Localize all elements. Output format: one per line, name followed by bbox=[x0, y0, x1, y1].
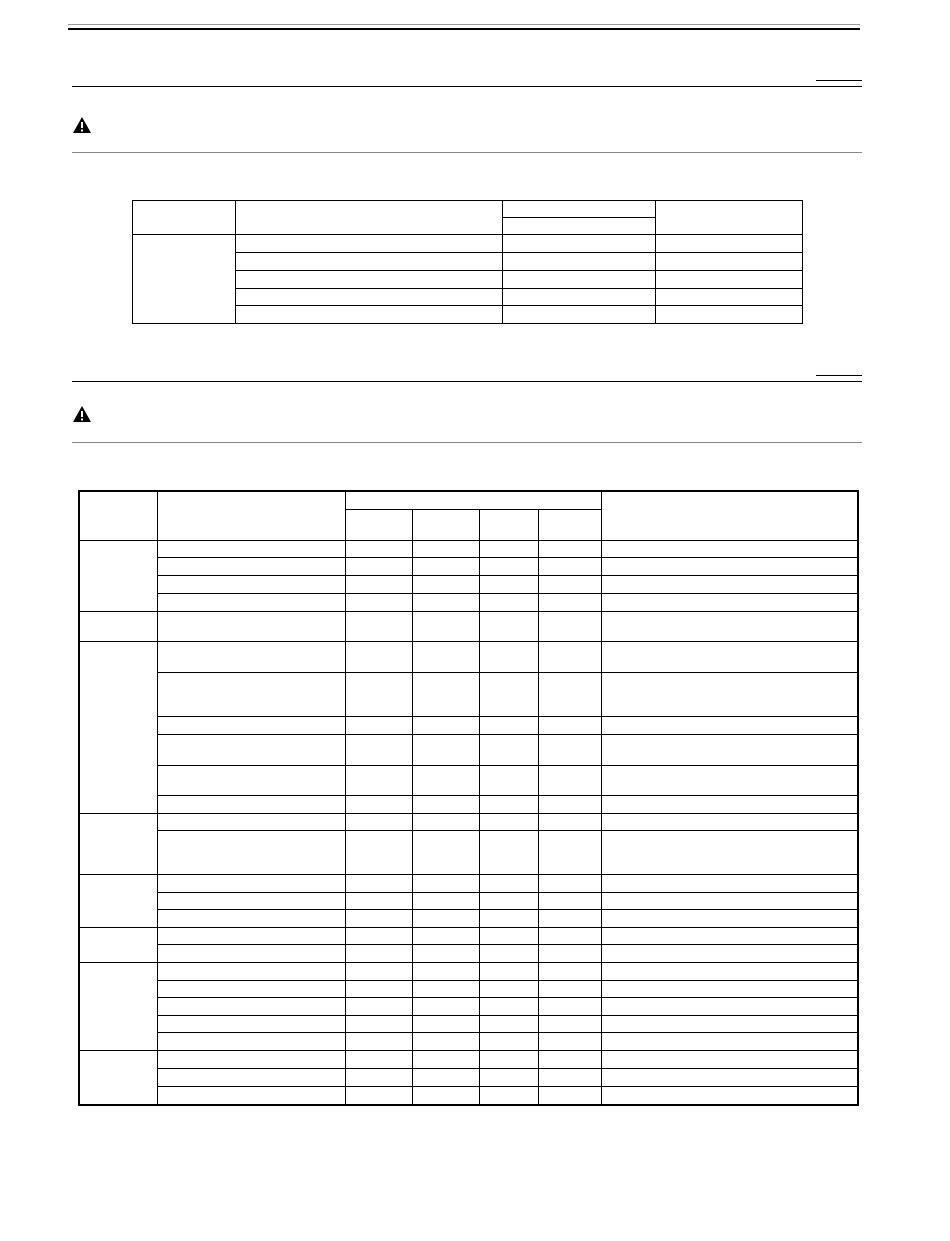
table-cell bbox=[236, 235, 502, 253]
table-cell bbox=[412, 1032, 479, 1050]
table-cell bbox=[538, 1032, 601, 1050]
table-row bbox=[133, 201, 803, 218]
table-row bbox=[79, 540, 858, 557]
table-row bbox=[79, 716, 858, 734]
table-cell bbox=[157, 927, 345, 944]
table-cell bbox=[157, 611, 345, 641]
table-cell bbox=[412, 892, 479, 909]
table-cell bbox=[236, 306, 502, 324]
table-cell bbox=[538, 716, 601, 734]
table-cell bbox=[345, 641, 412, 672]
table-cell bbox=[601, 909, 858, 927]
table-cell bbox=[538, 557, 601, 575]
table-cell bbox=[502, 201, 655, 218]
table-cell bbox=[345, 1015, 412, 1032]
table-row bbox=[79, 765, 858, 795]
header-rule-thick bbox=[68, 28, 860, 30]
table-row bbox=[79, 980, 858, 997]
table-cell bbox=[479, 909, 538, 927]
table-cell bbox=[345, 927, 412, 944]
table-cell bbox=[157, 593, 345, 611]
table-cell bbox=[412, 611, 479, 641]
table-cell bbox=[345, 892, 412, 909]
table-cell bbox=[538, 672, 601, 716]
table-cell bbox=[655, 289, 802, 306]
table-cell bbox=[157, 874, 345, 892]
table-cell bbox=[157, 1050, 345, 1068]
table-cell bbox=[538, 813, 601, 830]
table-cell bbox=[412, 1068, 479, 1086]
table-cell bbox=[236, 253, 502, 271]
table-cell bbox=[412, 575, 479, 593]
table-cell bbox=[157, 575, 345, 593]
table-cell bbox=[601, 830, 858, 874]
table-cell bbox=[479, 1015, 538, 1032]
table-cell bbox=[538, 795, 601, 813]
table-cell bbox=[79, 1050, 157, 1105]
table-header-row bbox=[79, 491, 858, 509]
table-cell bbox=[412, 813, 479, 830]
table-cell bbox=[538, 909, 601, 927]
table-cell bbox=[538, 540, 601, 557]
table-cell bbox=[412, 997, 479, 1015]
table-row bbox=[79, 734, 858, 765]
table-cell bbox=[412, 944, 479, 962]
table-cell bbox=[479, 830, 538, 874]
table-cell bbox=[157, 1086, 345, 1105]
table-cell bbox=[502, 271, 655, 289]
table-cell bbox=[79, 491, 157, 540]
table-row bbox=[79, 813, 858, 830]
table-cell bbox=[601, 874, 858, 892]
table-cell bbox=[345, 795, 412, 813]
section-2-rule bbox=[72, 381, 862, 382]
table-cell bbox=[601, 1050, 858, 1068]
table-cell bbox=[538, 962, 601, 980]
table-cell bbox=[157, 892, 345, 909]
table-row bbox=[79, 892, 858, 909]
warning-triangle-icon bbox=[72, 405, 92, 423]
table-cell bbox=[412, 716, 479, 734]
table-cell bbox=[345, 830, 412, 874]
table-row bbox=[79, 575, 858, 593]
table-cell bbox=[538, 980, 601, 997]
table-cell bbox=[479, 575, 538, 593]
table-row bbox=[79, 909, 858, 927]
table-cell bbox=[412, 909, 479, 927]
table-cell bbox=[538, 765, 601, 795]
table-cell bbox=[479, 765, 538, 795]
table-cell bbox=[601, 813, 858, 830]
table-cell bbox=[601, 641, 858, 672]
table-cell bbox=[345, 557, 412, 575]
table-cell bbox=[236, 201, 502, 235]
table-cell bbox=[601, 575, 858, 593]
table-cell bbox=[79, 874, 157, 927]
caution-1-bottom-rule bbox=[72, 152, 862, 153]
table-cell bbox=[236, 271, 502, 289]
table-cell bbox=[345, 813, 412, 830]
table-cell bbox=[345, 491, 601, 509]
table-cell bbox=[157, 813, 345, 830]
table-cell bbox=[157, 540, 345, 557]
table-row bbox=[79, 1032, 858, 1050]
table-cell bbox=[412, 641, 479, 672]
table-cell bbox=[601, 944, 858, 962]
table-cell bbox=[157, 795, 345, 813]
table-cell bbox=[412, 927, 479, 944]
table-cell bbox=[157, 830, 345, 874]
table-cell bbox=[412, 509, 479, 540]
table-cell bbox=[479, 1068, 538, 1086]
table-cell bbox=[601, 1032, 858, 1050]
table-cell bbox=[655, 235, 802, 253]
table-2 bbox=[78, 490, 859, 1106]
table-cell bbox=[133, 235, 236, 324]
section-1-rule bbox=[72, 86, 862, 87]
table-cell bbox=[345, 1068, 412, 1086]
table-cell bbox=[412, 734, 479, 765]
table-cell bbox=[538, 734, 601, 765]
table-cell bbox=[345, 509, 412, 540]
table-cell bbox=[538, 997, 601, 1015]
table-row bbox=[79, 795, 858, 813]
table-cell bbox=[601, 892, 858, 909]
table-cell bbox=[345, 593, 412, 611]
table-cell bbox=[79, 641, 157, 813]
table-cell bbox=[157, 765, 345, 795]
table-cell bbox=[157, 1032, 345, 1050]
table-cell bbox=[538, 575, 601, 593]
table-row bbox=[79, 641, 858, 672]
table-cell bbox=[479, 1050, 538, 1068]
table-cell bbox=[157, 1015, 345, 1032]
table-cell bbox=[538, 611, 601, 641]
table-row bbox=[79, 593, 858, 611]
table-cell bbox=[412, 830, 479, 874]
table-cell bbox=[133, 201, 236, 235]
table-cell bbox=[157, 997, 345, 1015]
table-cell bbox=[601, 997, 858, 1015]
table-cell bbox=[157, 944, 345, 962]
table-cell bbox=[412, 1086, 479, 1105]
table-cell bbox=[655, 253, 802, 271]
table-cell bbox=[479, 641, 538, 672]
table-cell bbox=[601, 716, 858, 734]
table-cell bbox=[601, 540, 858, 557]
table-cell bbox=[538, 892, 601, 909]
table-cell bbox=[157, 1068, 345, 1086]
table-cell bbox=[479, 1086, 538, 1105]
table-cell bbox=[412, 672, 479, 716]
section-1-short-rule bbox=[816, 80, 862, 81]
table-cell bbox=[412, 540, 479, 557]
table-cell bbox=[345, 765, 412, 795]
table-cell bbox=[655, 306, 802, 324]
table-cell bbox=[538, 830, 601, 874]
table-cell bbox=[601, 795, 858, 813]
table-row bbox=[79, 1068, 858, 1086]
table-row bbox=[79, 997, 858, 1015]
table-cell bbox=[538, 944, 601, 962]
table-row bbox=[79, 874, 858, 892]
table-cell bbox=[412, 962, 479, 980]
table-cell bbox=[412, 765, 479, 795]
table-cell bbox=[601, 1015, 858, 1032]
table-cell bbox=[345, 1086, 412, 1105]
caution-2-bottom-rule bbox=[72, 442, 862, 443]
table-cell bbox=[601, 491, 858, 540]
table-cell bbox=[345, 716, 412, 734]
table-row bbox=[79, 944, 858, 962]
table-cell bbox=[157, 716, 345, 734]
table-row bbox=[79, 1086, 858, 1105]
table-cell bbox=[601, 927, 858, 944]
table-cell bbox=[479, 892, 538, 909]
table-cell bbox=[479, 540, 538, 557]
table-cell bbox=[601, 765, 858, 795]
table-row bbox=[79, 1015, 858, 1032]
table-1 bbox=[132, 200, 803, 324]
table-cell bbox=[538, 1068, 601, 1086]
table-cell bbox=[79, 540, 157, 611]
table-cell bbox=[479, 944, 538, 962]
table-cell bbox=[479, 734, 538, 765]
table-cell bbox=[538, 509, 601, 540]
table-cell bbox=[479, 1032, 538, 1050]
table-cell bbox=[538, 874, 601, 892]
table-cell bbox=[538, 1050, 601, 1068]
table-cell bbox=[157, 962, 345, 980]
table-cell bbox=[157, 734, 345, 765]
header-rule-thin bbox=[68, 24, 860, 25]
table-cell bbox=[601, 611, 858, 641]
table-cell bbox=[345, 909, 412, 927]
table-cell bbox=[479, 874, 538, 892]
table-row bbox=[79, 927, 858, 944]
table-cell bbox=[502, 289, 655, 306]
table-cell bbox=[479, 593, 538, 611]
table-cell bbox=[538, 1086, 601, 1105]
table-cell bbox=[601, 1086, 858, 1105]
table-cell bbox=[345, 1032, 412, 1050]
table-cell bbox=[479, 997, 538, 1015]
table-cell bbox=[538, 1015, 601, 1032]
table-cell bbox=[479, 509, 538, 540]
table-cell bbox=[502, 235, 655, 253]
table-cell bbox=[479, 795, 538, 813]
table-cell bbox=[345, 874, 412, 892]
table-cell bbox=[79, 927, 157, 962]
table-cell bbox=[345, 575, 412, 593]
table-cell bbox=[538, 641, 601, 672]
table-cell bbox=[412, 1050, 479, 1068]
table-cell bbox=[655, 201, 802, 235]
table-cell bbox=[412, 1015, 479, 1032]
table-cell bbox=[601, 1068, 858, 1086]
table-cell bbox=[79, 813, 157, 874]
table-cell bbox=[345, 962, 412, 980]
table-cell bbox=[479, 716, 538, 734]
table-row bbox=[79, 830, 858, 874]
table-cell bbox=[157, 641, 345, 672]
table-cell bbox=[79, 611, 157, 641]
table-cell bbox=[655, 271, 802, 289]
table-cell bbox=[157, 557, 345, 575]
table-cell bbox=[412, 795, 479, 813]
table-cell bbox=[412, 557, 479, 575]
table-cell bbox=[538, 593, 601, 611]
table-cell bbox=[479, 927, 538, 944]
table-cell bbox=[601, 734, 858, 765]
warning-triangle-icon bbox=[72, 116, 92, 134]
table-cell bbox=[412, 874, 479, 892]
table-cell bbox=[79, 962, 157, 1050]
table-row bbox=[79, 557, 858, 575]
table-row bbox=[79, 611, 858, 641]
table-row bbox=[79, 672, 858, 716]
table-cell bbox=[345, 944, 412, 962]
table-cell bbox=[601, 962, 858, 980]
table-cell bbox=[479, 557, 538, 575]
table-cell bbox=[479, 962, 538, 980]
table-cell bbox=[345, 997, 412, 1015]
table-cell bbox=[345, 672, 412, 716]
table-cell bbox=[345, 540, 412, 557]
table-cell bbox=[157, 672, 345, 716]
table-cell bbox=[601, 557, 858, 575]
table-row bbox=[133, 235, 803, 253]
table-cell bbox=[479, 980, 538, 997]
table-cell bbox=[479, 672, 538, 716]
table-cell bbox=[601, 980, 858, 997]
table-cell bbox=[345, 1050, 412, 1068]
table-cell bbox=[236, 289, 502, 306]
table-cell bbox=[412, 593, 479, 611]
table-cell bbox=[157, 909, 345, 927]
table-row bbox=[79, 1050, 858, 1068]
table-cell bbox=[502, 253, 655, 271]
table-cell bbox=[479, 611, 538, 641]
table-cell bbox=[157, 980, 345, 997]
table-cell bbox=[538, 927, 601, 944]
table-cell bbox=[345, 611, 412, 641]
table-row bbox=[79, 962, 858, 980]
table-cell bbox=[157, 491, 345, 540]
table-cell bbox=[479, 813, 538, 830]
table-cell bbox=[502, 218, 655, 235]
table-cell bbox=[601, 672, 858, 716]
table-cell bbox=[345, 980, 412, 997]
table-cell bbox=[345, 734, 412, 765]
table-cell bbox=[412, 980, 479, 997]
table-cell bbox=[502, 306, 655, 324]
section-2-short-rule bbox=[816, 375, 862, 376]
table-cell bbox=[601, 593, 858, 611]
